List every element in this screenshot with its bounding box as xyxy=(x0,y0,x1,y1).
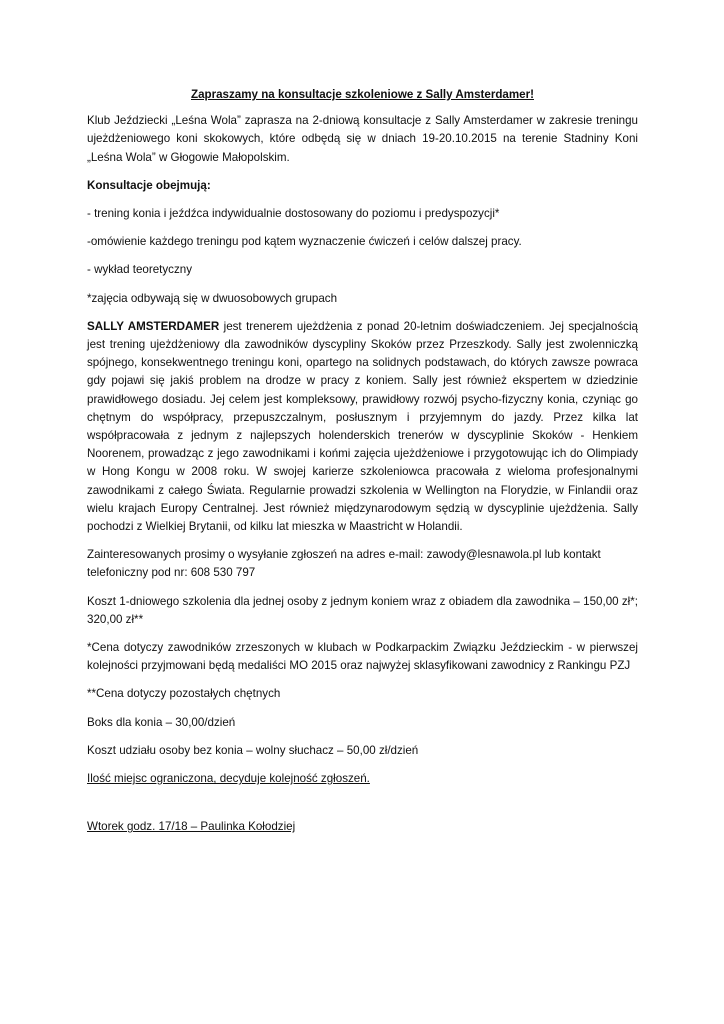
listener-price: Koszt udziału osoby bez konia – wolny słuchacz – 50,00 zł/dzień xyxy=(87,743,419,757)
bio-paragraph xyxy=(87,318,638,536)
document-page xyxy=(87,86,638,847)
box-price: Boks dla konia – 30,00/dzień xyxy=(87,715,236,729)
consultation-item: - wykład teoretyczny xyxy=(87,263,193,277)
cost-paragraph: Koszt 1-dniowego szkolenia dla jednej osoby z jednym koniem wraz z obiadem dla zawodnika – 150,00 zł*; 320,00 zł** xyxy=(87,594,638,626)
price-note-members: *Cena dotyczy zawodników zrzeszonych w klubach w Podkarpackim Związku Jeździeckim - w pierwszej kolejności przyjmowani będą medaliści MO 2015 oraz najwyżej sklasyfikowani zawodnicy z Rankingu PZJ xyxy=(87,641,638,673)
intro-paragraph: Klub Jeździecki „Leśna Wola” zaprasza na 2-dniową konsultacje z Sally Amsterdamer w zakresie treningu ujeżdżeniowego koni skokowych, które odbędą się w dniach 19-20.10.2015 na terenie Stadniny Koni „Leśna Wola” w Głogowie Małopolskim. xyxy=(87,114,638,164)
consultation-item: -omówienie każdego treningu pod kątem wyznaczenie ćwiczeń i celów dalszej pracy. xyxy=(87,235,522,249)
document-title: Zapraszamy na konsultacje szkoleniowe z Sally Amsterdamer! xyxy=(190,88,534,101)
group-note: *zajęcia odbywają się w dwuosobowych grupach xyxy=(87,291,338,305)
consultation-item: - trening konia i jeźdźca indywidualnie dostosowany do poziomu i predyspozycji* xyxy=(87,207,500,221)
bio-text: jest trenerem ujeżdżenia z ponad 20-letnim doświadczeniem. Jej specjalnością jest trening ujeżdżeniowy dla zawodników dyscypliny Skoków przez Przeszkody. Sally jest zwolenniczką spójnego, konsekwentnego treningu koni, opartego na solidnych podstawach, do których zawsze powraca gdy pojawi się jakiś problem na drodze w pracy z koniem. Sally jest również ekspertem w dziedzinie prawidłowego dosiadu. Jej celem jest kompleksowy, prawidłowy rozwój psycho-fizyczny konia, czyniąc go chętnym do współpracy, przepuszczalnym, posłusznym i przyjemnym do jazdy. Przez kilka lat współpracowała z jednym z najlepszych holenderskich trenerów w dyscyplinie Skoków - Henkiem Noorenem, prowadząc z jego zawodnikami i końmi zajęcia ujeżdżeniowe i przygotowując ich do Olimpiady w Hong Kongu w 2008 roku. W swojej karierze szkoleniowca pracowała z wieloma profesjonalnymi zawodnikami z całego Świata. Regularnie prowadzi szkolenia w Wellington na Florydzie, w Finlandii oraz wielu krajach Europy Centralnej. Jest również międzynarodowym sędzią w dyscyplinie ujeżdżenia. Sally pochodzi z Wielkiej Brytanii, od kilku lat mieszka w Maastricht w Holandii. xyxy=(87,319,638,534)
footer-note: Wtorek godz. 17/18 – Paulinka Kołodziej xyxy=(87,820,296,834)
trainer-name: SALLY AMSTERDAMER xyxy=(87,319,220,333)
limited-places-note: Ilość miejsc ograniczona, decyduje kolejność zgłoszeń. xyxy=(87,772,370,786)
consultation-heading: Konsultacje obejmują: xyxy=(87,178,211,192)
contact-paragraph: Zainteresowanych prosimy o wysyłanie zgłoszeń na adres e-mail: zawody@lesnawola.pl lub kontakt telefoniczny pod nr: 608 530 797 xyxy=(87,548,601,580)
price-note-others: **Cena dotyczy pozostałych chętnych xyxy=(87,687,281,701)
